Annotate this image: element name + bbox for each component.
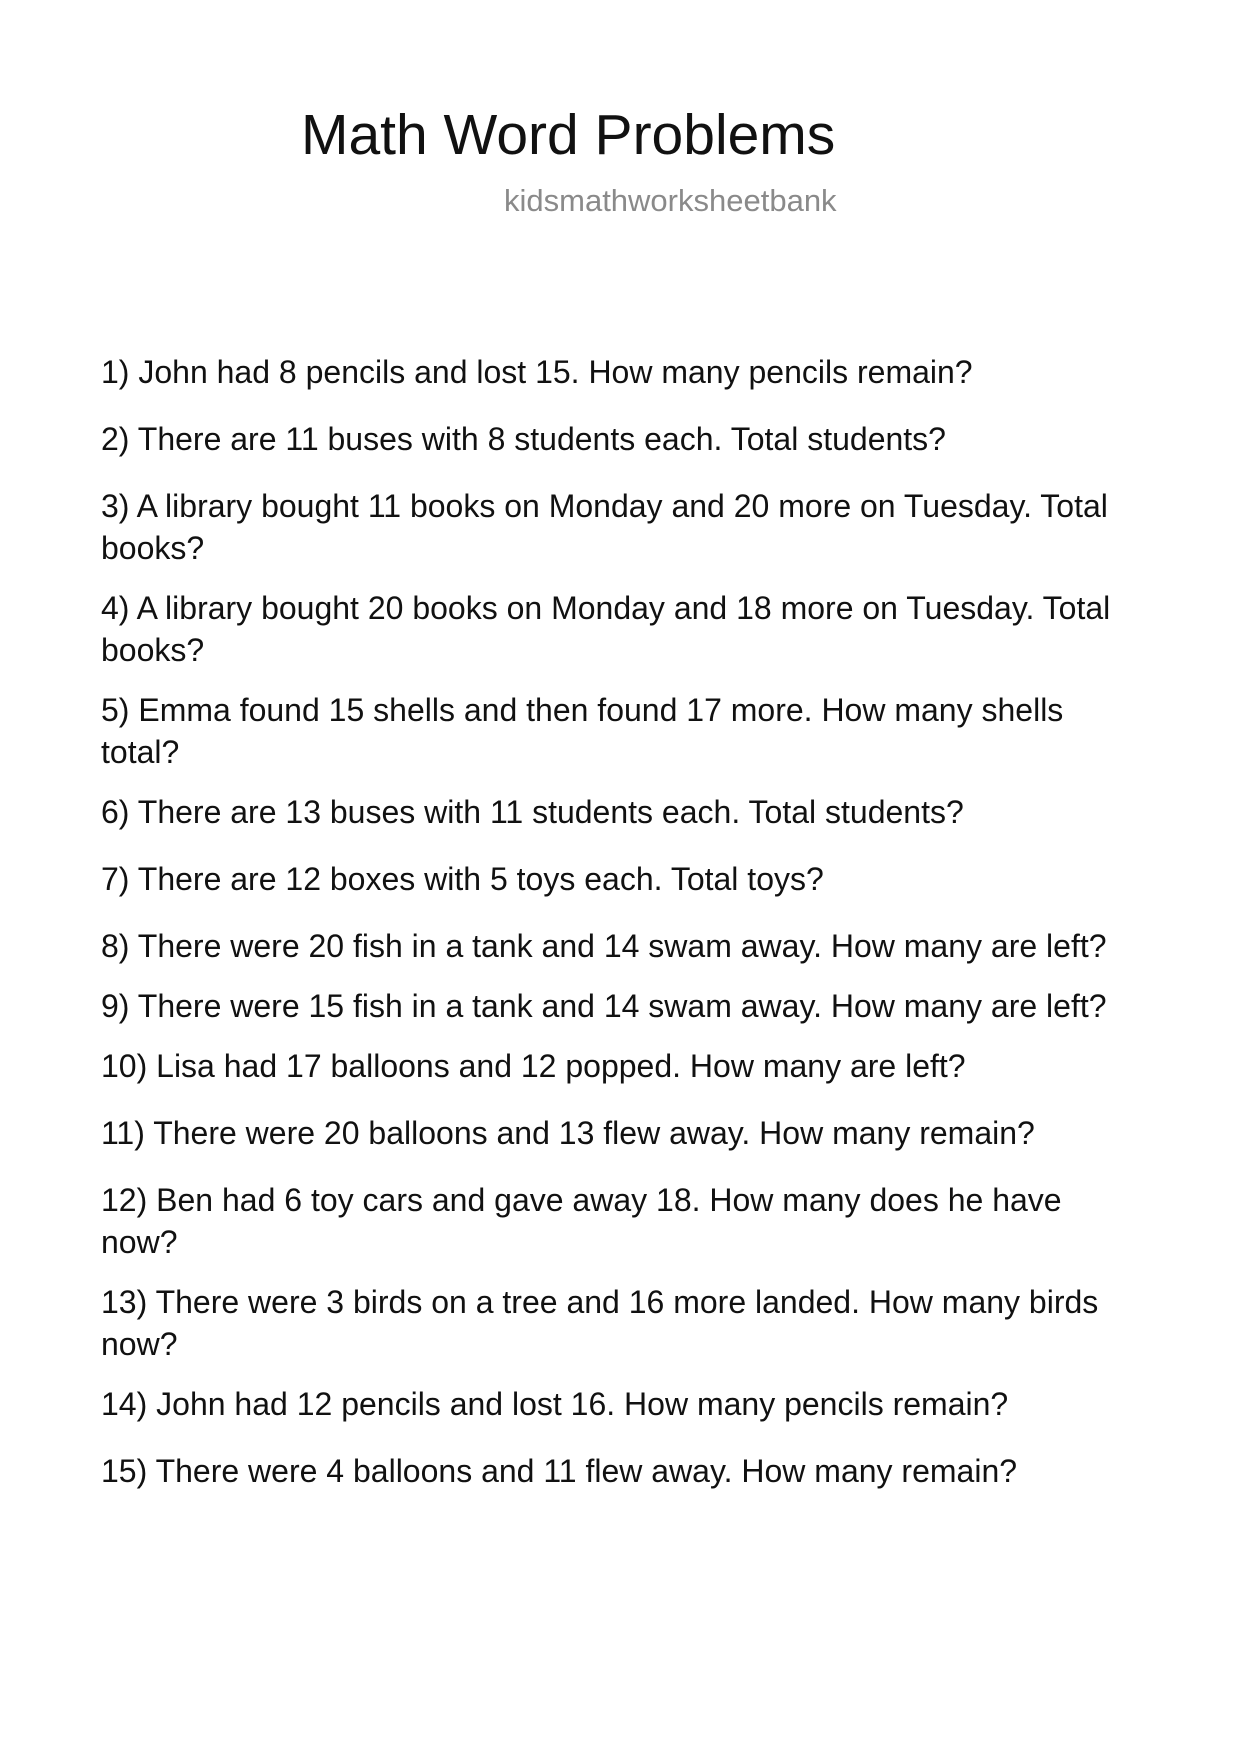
problem-item: 14) John had 12 pencils and lost 16. How many pencils remain? xyxy=(101,1386,1009,1422)
problem-item: 4) A library bought 20 books on Monday and 18 more on Tuesday. Total books? xyxy=(101,590,1111,668)
problem-item: 8) There were 20 fish in a tank and 14 swam away. How many are left? xyxy=(101,928,1107,964)
problem-item: 1) John had 8 pencils and lost 15. How many pencils remain? xyxy=(101,354,973,390)
problem-item: 6) There are 13 buses with 11 students each. Total students? xyxy=(101,794,964,830)
problem-item: 9) There were 15 fish in a tank and 14 swam away. How many are left? xyxy=(101,988,1107,1024)
problem-item: 15) There were 4 balloons and 11 flew away. How many remain? xyxy=(101,1453,1018,1489)
problem-item: 13) There were 3 birds on a tree and 16 more landed. How many birds now? xyxy=(101,1284,1099,1362)
problem-item: 12) Ben had 6 toy cars and gave away 18. How many does he have now? xyxy=(101,1182,1062,1260)
problem-item: 5) Emma found 15 shells and then found 17 more. How many shells total? xyxy=(101,692,1064,770)
problem-item: 2) There are 11 buses with 8 students each. Total students? xyxy=(101,421,946,457)
problem-item: 7) There are 12 boxes with 5 toys each. Total toys? xyxy=(101,861,824,897)
problem-item: 3) A library bought 11 books on Monday and 20 more on Tuesday. Total books? xyxy=(101,488,1108,566)
problem-list xyxy=(101,351,1141,1517)
page-subtitle: kidsmathworksheetbank xyxy=(504,183,837,218)
problem-item: 11) There were 20 balloons and 13 flew away. How many remain? xyxy=(101,1115,1035,1151)
problem-item: 10) Lisa had 17 balloons and 12 popped. How many are left? xyxy=(101,1048,966,1084)
page-title: Math Word Problems xyxy=(301,103,836,167)
